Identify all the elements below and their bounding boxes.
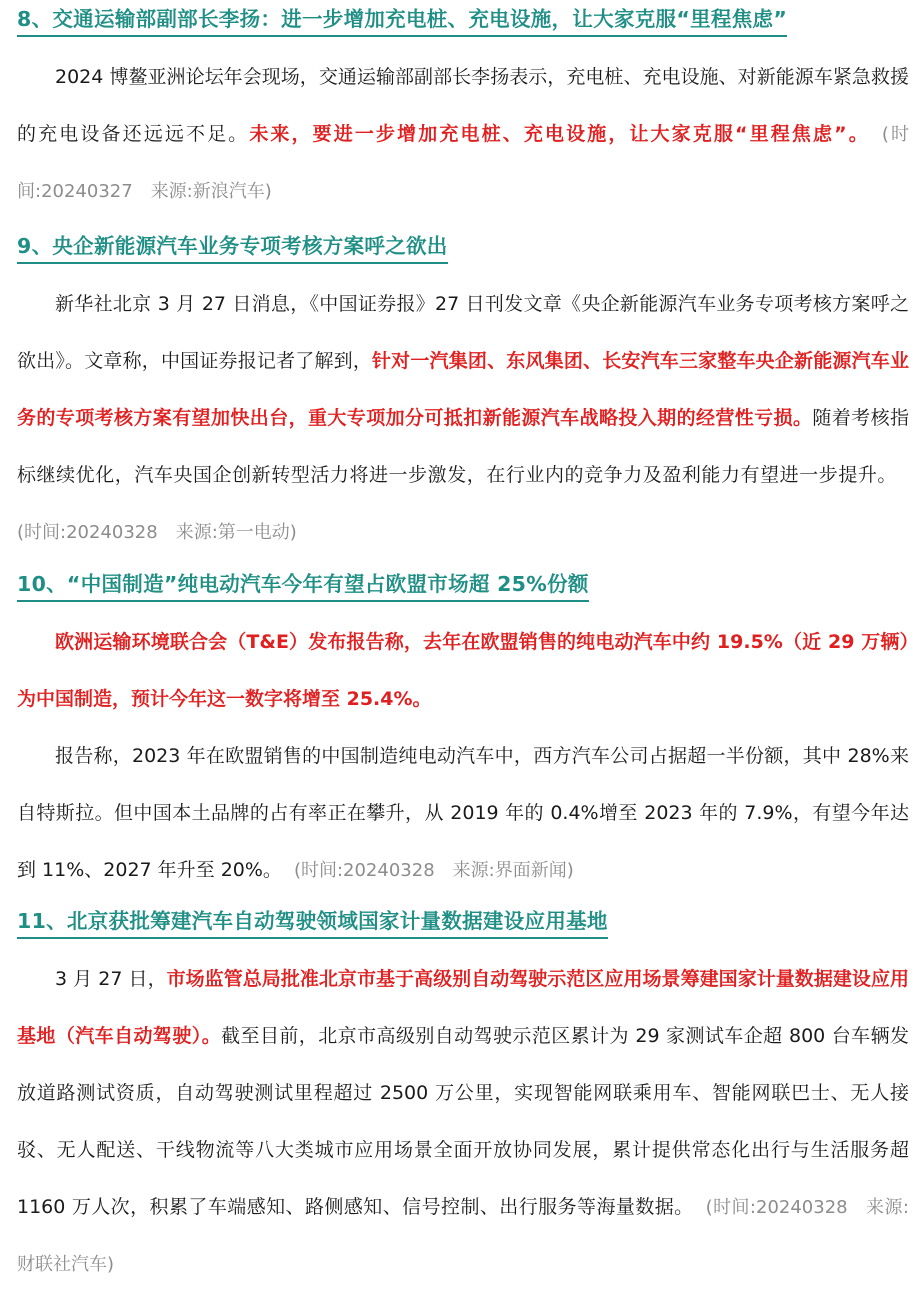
news-source: 来源:界面新闻) [452,860,574,881]
news-source: 来源:财联社汽车) [17,1197,909,1275]
news-time: (时间:20240328 [293,860,435,881]
news-item-11 [17,908,909,1293]
news-heading-10: 10、“中国制造”纯电动汽车今年有望占欧盟市场超 25%份额 [17,571,589,602]
paragraph-text: 报告称，2023 年在欧盟销售的中国制造纯电动汽车中，西方汽车公司占据超一半份额，其中 28%来自特斯拉。但中国本土品牌的占有率正在攀升，从 2019 年的 0.4%增至 2023 年的 7.9%，有望今年达到 11%、2027 年升至 20%。 [17,745,909,881]
news-heading-9: 9、央企新能源汽车业务专项考核方案呼之欲出 [17,233,448,264]
news-heading-8: 8、交通运输部副部长李扬：进一步增加充电桩、充电设施，让大家克服“里程焦虑” [17,6,787,37]
highlighted-text: 市场监管总局批准北京市基于高级别自动驾驶示范区应用场景筹建国家计量数据建设应用基地（汽车自动驾驶）。 [17,968,909,1047]
paragraph-text-after: 随着考核指标继续优化，汽车央国企创新转型活力将进一步激发，在行业内的竞争力及盈利能力有望进一步提升。 [17,407,909,486]
news-time: (时间:20240328 [705,1197,848,1218]
news-paragraph [17,728,909,899]
highlighted-text: 欧洲运输环境联合会（T&E）发布报告称，去年在欧盟销售的纯电动汽车中约 19.5%（近 29 万辆）为中国制造，预计今年这一数字将增至 25.4%。 [17,631,909,710]
news-paragraph [17,276,909,561]
highlighted-text: 未来，要进一步增加充电桩、充电设施，让大家克服“里程焦虑”。 [249,123,870,145]
paragraph-text: 2024 博鳌亚洲论坛年会现场，交通运输部副部长李扬表示，充电桩、充电设施、对新能源车紧急救援的充电设备还远远不足。 [17,66,909,145]
news-item-9 [17,233,909,561]
news-source: 来源:新浪汽车) [150,181,272,202]
news-paragraph [17,951,909,1293]
highlighted-paragraph [17,614,909,728]
news-heading-11: 11、北京获批筹建汽车自动驾驶领域国家计量数据建设应用基地 [17,908,608,939]
news-item-8 [17,6,909,220]
highlighted-text: 针对一汽集团、东风集团、长安汽车三家整车央企新能源汽车业务的专项考核方案有望加快出台，重大专项加分可抵扣新能源汽车战略投入期的经营性亏损。 [17,350,909,429]
news-time: (时间:20240328 [17,522,158,543]
news-paragraph [17,49,909,220]
news-source: 来源:第一电动) [175,522,297,543]
news-item-10 [17,571,909,899]
paragraph-text: 新华社北京 3 月 27 日消息，《中国证券报》27 日刊发文章《央企新能源汽车业务专项考核方案呼之欲出》。文章称，中国证券报记者了解到， [17,293,909,372]
paragraph-text-after: 截至目前，北京市高级别自动驾驶示范区累计为 29 家测试车企超 800 台车辆发放道路测试资质，自动驾驶测试里程超过 2500 万公里，实现智能网联乘用车、智能网联巴士、无人接驳、无人配送、干线物流等八大类城市应用场景全面开放协同发展，累计提供常态化出行与生活服务超 1160 万人次，积累了车端感知、路侧感知、信号控制、出行服务等海量数据。 [17,1025,909,1218]
news-time: (时间:20240327 [17,124,909,202]
paragraph-text: 3 月 27 日， [55,968,167,990]
